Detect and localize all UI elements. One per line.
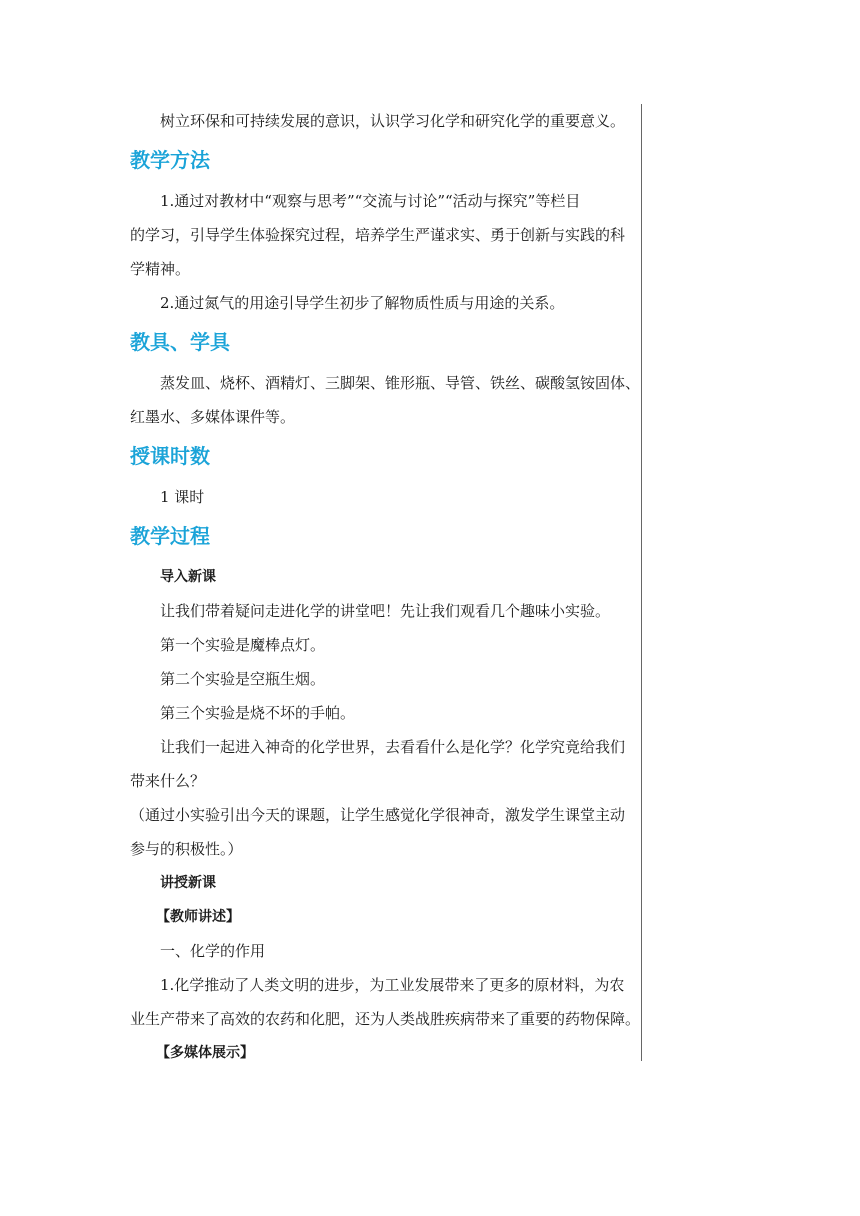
intro-paragraph-2-line2: 带来什么？ (130, 772, 206, 790)
intro-paragraph-1: 让我们带着疑问走进化学的讲堂吧！先让我们观看几个趣味小实验。 (160, 602, 611, 620)
document-body (130, 104, 641, 1070)
design-note-line2: 参与的积极性。） (130, 840, 243, 858)
methods-p1-line3: 学精神。 (130, 260, 191, 278)
label-teacher-narration: 【教师讲述】 (156, 909, 240, 925)
experiment-2: 第二个实验是空瓶生烟。 (160, 670, 326, 688)
methods-p2: 2.通过氮气的用途引导学生初步了解物质性质与用途的关系。 (160, 294, 565, 312)
heading-teaching-tools: 教具、学具 (130, 330, 230, 354)
heading-teaching-methods: 教学方法 (130, 148, 210, 172)
tools-line2: 红墨水、多媒体课件等。 (130, 408, 296, 426)
section1-line1: 1.化学推动了人类文明的进步，为工业发展带来了更多的原材料，为农 (160, 976, 625, 994)
page-margin-rule (641, 104, 642, 1061)
design-note-line1: （通过小实验引出今天的课题，让学生感觉化学很神奇，激发学生课堂主动 (130, 806, 626, 824)
section1-line2: 业生产带来了高效的农药和化肥，还为人类战胜疾病带来了重要的药物保障。 (130, 1010, 641, 1028)
methods-p1-line1: 1.通过对教材中“观察与思考”“交流与讨论”“活动与探究”等栏目 (160, 192, 581, 210)
tools-line1: 蒸发皿、烧杯、酒精灯、三脚架、锥形瓶、导管、铁丝、碳酸氢铵固体、 (160, 374, 641, 392)
experiment-3: 第三个实验是烧不坏的手帕。 (160, 704, 356, 722)
section-role-of-chemistry: 一、化学的作用 (160, 942, 266, 960)
subheading-intro: 导入新课 (160, 569, 216, 585)
label-multimedia-display: 【多媒体展示】 (156, 1045, 254, 1061)
methods-p1-line2: 的学习，引导学生体验探究过程，培养学生严谨求实、勇于创新与实践的科 (130, 226, 626, 244)
intro-line: 树立环保和可持续发展的意识，认识学习化学和研究化学的重要意义。 (160, 112, 626, 130)
intro-paragraph-2-line1: 让我们一起进入神奇的化学世界，去看看什么是化学？化学究竟给我们 (160, 738, 626, 756)
heading-teaching-process: 教学过程 (130, 524, 210, 548)
class-hours-value: 1 课时 (160, 488, 205, 506)
heading-class-hours: 授课时数 (130, 444, 210, 468)
experiment-1: 第一个实验是魔棒点灯。 (160, 636, 326, 654)
subheading-lecture: 讲授新课 (160, 875, 216, 891)
